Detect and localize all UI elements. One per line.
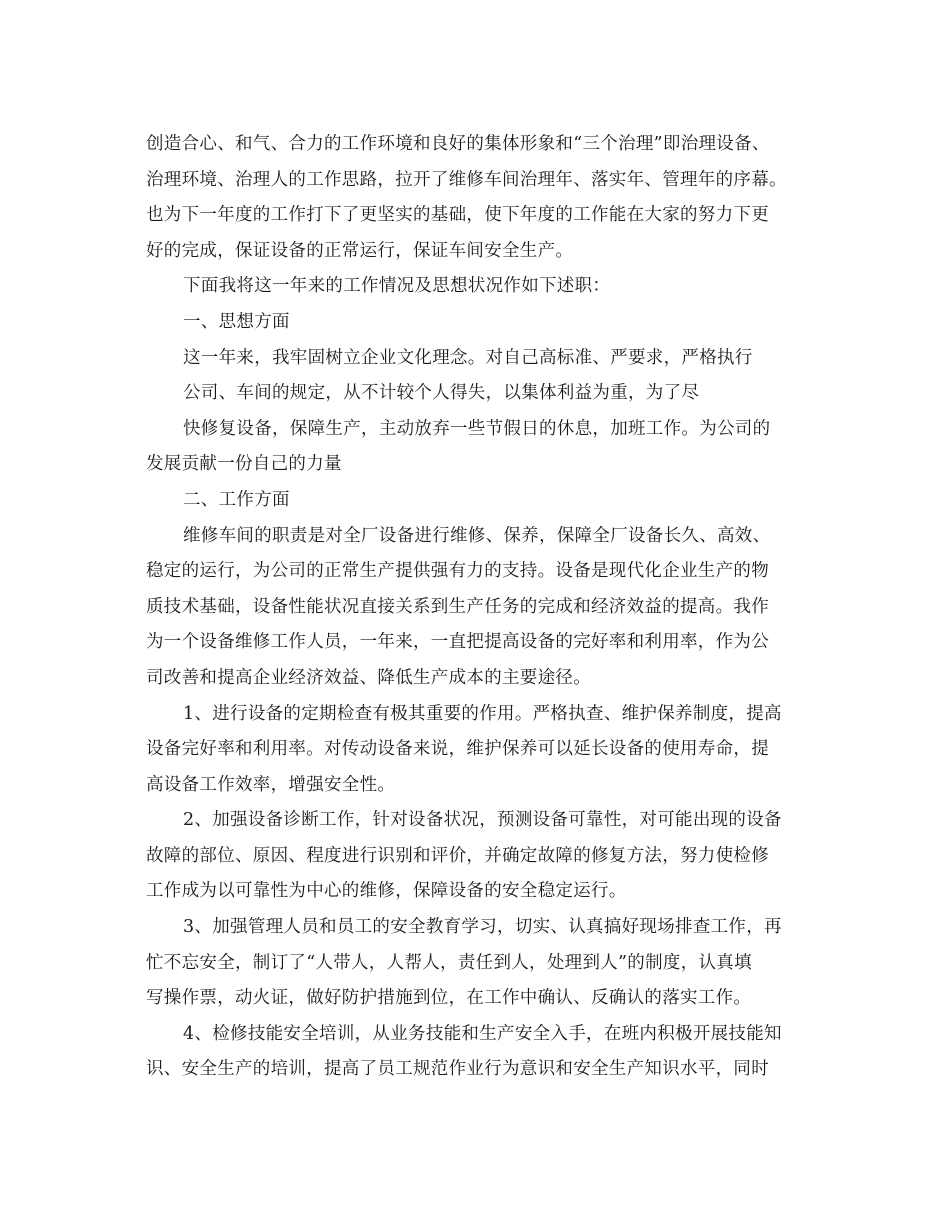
text-line: 治理环境、治理人的工作思路，拉开了维修车间治理年、落实年、管理年的序幕。 — [146, 169, 787, 190]
text-line: 2、加强设备诊断工作，针对设备状况，预测设备可靠性，对可能出现的设备 — [183, 810, 782, 831]
text-line: 公司、车间的规定，从不计较个人得失，以集体利益为重，为了尽 — [183, 383, 700, 404]
text-line: 写操作票，动火证，做好防护措施到位，在工作中确认、反确认的落实工作。 — [146, 988, 752, 1009]
text-line: 识、安全生产的培训，提高了员工规范作业行为意识和安全生产知识水平，同时 — [146, 1059, 769, 1080]
text-line: 4、检修技能安全培训，从业务技能和生产安全入手，在班内积极开展技能知 — [183, 1023, 782, 1044]
text-line: 维修车间的职责是对全厂设备进行维修、保养，保障全厂设备长久、高效、 — [183, 525, 771, 546]
text-line: 发展贡献一份自己的力量 — [146, 454, 342, 475]
text-line: 好的完成，保证设备的正常运行，保证车间安全生产。 — [146, 240, 574, 261]
section-heading: 一、思想方面 — [183, 311, 290, 332]
text-line: 这一年来，我牢固树立企业文化理念。对自己高标准、严要求，严格执行 — [183, 347, 753, 368]
document-body — [146, 127, 816, 1088]
text-line: 故障的部位、原因、程度进行识别和评价，并确定故障的修复方法，努力使检修 — [146, 845, 769, 866]
text-line: 质技术基础，设备性能状况直接关系到生产任务的完成和经济效益的提高。我作 — [146, 596, 769, 617]
text-line: 3、加强管理人员和员工的安全教育学习，切实、认真搞好现场排查工作，再 — [183, 917, 782, 938]
section-heading: 二、工作方面 — [183, 489, 290, 510]
text-line: 高设备工作效率，增强安全性。 — [146, 774, 396, 795]
text-line: 下面我将这一年来的工作情况及思想状况作如下述职： — [183, 276, 611, 297]
text-line: 工作成为以可靠性为中心的维修，保障设备的安全稳定运行。 — [146, 881, 627, 902]
text-line: 司改善和提高企业经济效益、降低生产成本的主要途径。 — [146, 667, 591, 688]
text-line: 稳定的运行，为公司的正常生产提供强有力的支持。设备是现代化企业生产的物 — [146, 561, 769, 582]
text-line: 为一个设备维修工作人员，一年来，一直把提高设备的完好率和利用率，作为公 — [146, 632, 769, 653]
text-line: 设备完好率和利用率。对传动设备来说，维护保养可以延长设备的使用寿命，提 — [146, 739, 769, 760]
text-line: 1、进行设备的定期检查有极其重要的作用。严格执查、维护保养制度，提高 — [183, 703, 782, 724]
text-line: 也为下一年度的工作打下了更坚实的基础，使下年度的工作能在大家的努力下更 — [146, 205, 769, 226]
text-line: 忙不忘安全，制订了“人带人，人帮人，责任到人，处理到人”的制度，认真填 — [146, 952, 752, 973]
text-line: 创造合心、和气、合力的工作环境和良好的集体形象和“三个治理”即治理设备、 — [146, 134, 770, 154]
text-line: 快修复设备，保障生产，主动放弃一些节假日的休息，加班工作。为公司的 — [183, 418, 771, 439]
